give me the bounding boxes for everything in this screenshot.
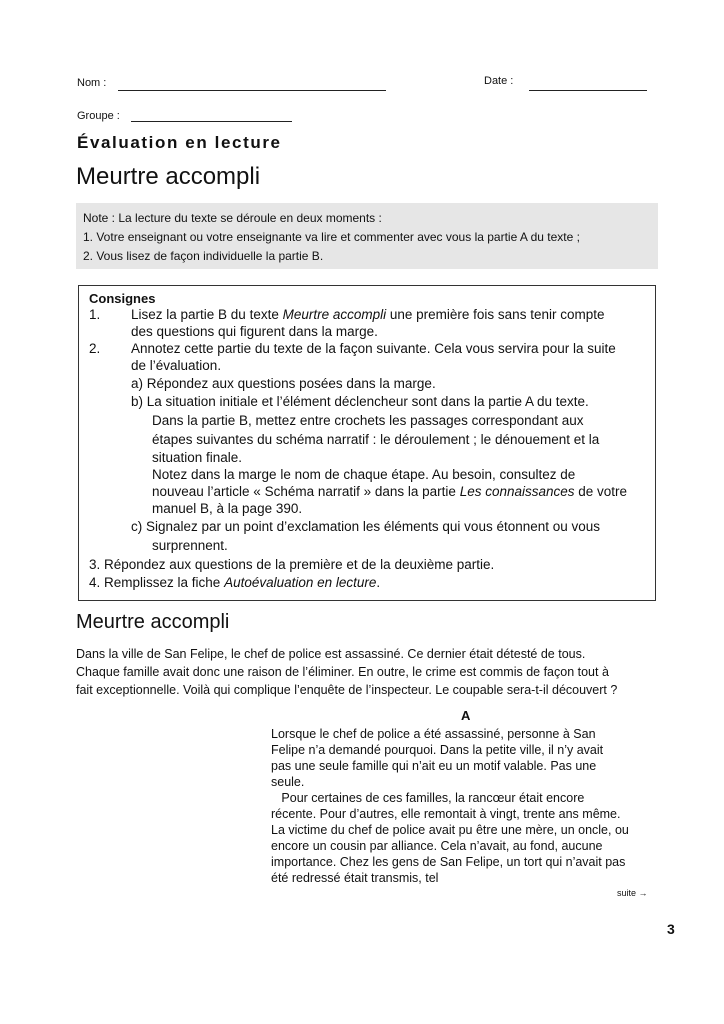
intro-line: fait exceptionnelle. Voilà qui complique l’enquête de l’inspecteur. Le coupable sera-t-il découvert ? (76, 683, 618, 697)
consignes-box (78, 285, 656, 601)
consigne-2c-line: surprennent. (152, 538, 228, 553)
consigne-2b-line: nouveau l’article « Schéma narratif » dans la partie Les connaissances de votre (152, 484, 628, 499)
date-label: Date : (484, 75, 514, 87)
consigne-2b-line: manuel B, à la page 390. (152, 501, 303, 516)
item-number: 1. (89, 307, 101, 322)
note-line: Note : La lecture du texte se déroule en deux moments : (83, 211, 382, 225)
page-title: Meurtre accompli (76, 163, 261, 190)
consigne-2b-line: Dans la partie B, mettez entre crochets les passages correspondant aux (152, 413, 584, 428)
note-box (76, 203, 658, 269)
nom-label: Nom : (77, 77, 107, 89)
story-line: seule. (271, 775, 305, 789)
evaluation-heading: Évaluation en lecture (77, 133, 282, 152)
consigne-2a: a) Répondez aux questions posées dans la marge. (131, 376, 436, 391)
consignes-heading: Consignes (89, 291, 156, 306)
item-number: 2. (89, 341, 101, 356)
consigne-2b-line: Notez dans la marge le nom de chaque étape. Au besoin, consultez de (152, 467, 576, 482)
consigne-2b: b) La situation initiale et l’élément déclencheur sont dans la partie A du texte. (131, 394, 589, 409)
consigne-2b-line: situation finale. (152, 450, 243, 465)
consigne-1-line2: des questions qui figurent dans la marge. (131, 324, 378, 339)
consigne-2-line2: de l’évaluation. (131, 358, 222, 373)
intro-line: Dans la ville de San Felipe, le chef de police est assassiné. Ce dernier était détesté de tous. (76, 647, 586, 661)
story-line: récente. Pour d’autres, elle remontait à vingt, trente ans même. (271, 807, 621, 821)
consigne-2c: c) Signalez par un point d’exclamation les éléments qui vous étonnent ou vous (131, 519, 601, 534)
nom-field[interactable] (118, 90, 386, 91)
story-title: Meurtre accompli (76, 611, 230, 633)
story-line: encore un cousin par alliance. Cela n’avait, au fond, aucune (271, 839, 603, 853)
story-line: pas une seule famille qui n’ait eu un motif valable. Pas une (271, 759, 597, 773)
intro-line: Chaque famille avait donc une raison de l’éliminer. En outre, le crime est commis de façon tout à (76, 665, 609, 679)
consigne-4: 4. Remplissez la fiche Autoévaluation en lecture. (89, 575, 381, 590)
story-line: été redressé était transmis, tel (271, 871, 439, 885)
groupe-field[interactable] (131, 121, 292, 122)
groupe-label: Groupe : (77, 110, 120, 122)
story-line: Lorsque le chef de police a été assassiné, personne à San (271, 727, 596, 741)
date-field[interactable] (529, 90, 647, 91)
story-line: importance. Chez les gens de San Felipe, un tort qui n’avait pas (271, 855, 626, 869)
part-a-label: A (461, 708, 471, 723)
consigne-1: Lisez la partie B du texte Meurtre accompli une première fois sans tenir compte (131, 307, 605, 322)
consigne-2: Annotez cette partie du texte de la façon suivante. Cela vous servira pour la suite (131, 341, 616, 356)
note-line: 1. Votre enseignant ou votre enseignante va lire et commenter avec vous la partie A du texte ; (83, 230, 580, 244)
story-line: La victime du chef de police avait pu être une mère, un oncle, ou (271, 823, 629, 837)
consigne-2b-line: étapes suivantes du schéma narratif : le déroulement ; le dénouement et la (152, 432, 600, 447)
page-number: 3 (667, 921, 675, 937)
note-line: 2. Vous lisez de façon individuelle la partie B. (83, 249, 324, 263)
story-line: Pour certaines de ces familles, la rancœur était encore (271, 791, 585, 805)
suite-link[interactable]: suite → (617, 888, 648, 898)
story-line: Felipe n’a demandé pourquoi. Dans la petite ville, il n’y avait (271, 743, 604, 757)
consigne-3: 3. Répondez aux questions de la première et de la deuxième partie. (89, 557, 495, 572)
